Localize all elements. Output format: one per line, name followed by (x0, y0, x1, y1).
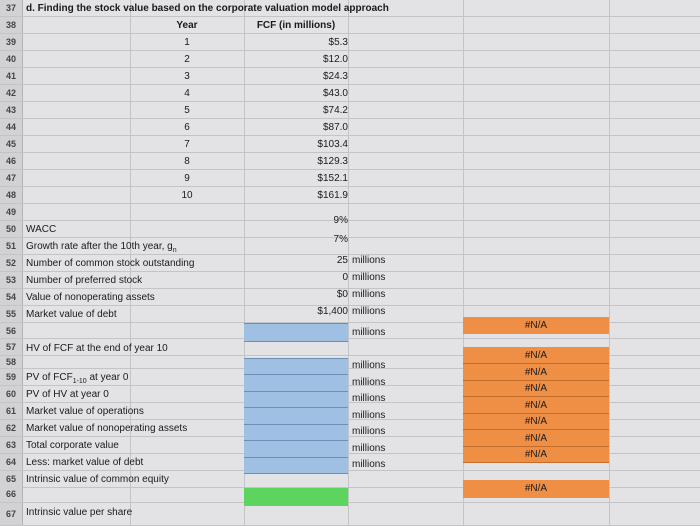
year-cell[interactable]: 4 (184, 88, 190, 99)
table-row[interactable] (0, 34, 700, 51)
calc-result: #N/A (524, 449, 548, 460)
input-label (26, 224, 56, 235)
row-number[interactable]: 42 (0, 85, 23, 101)
fcf-cell[interactable]: $24.3 (322, 71, 348, 82)
row-49[interactable] (0, 204, 700, 221)
input-cell-border (244, 407, 348, 408)
calc-result: #N/A (524, 432, 548, 444)
input-unit: millions (352, 272, 386, 283)
calc-label (26, 406, 144, 417)
row-number[interactable]: 61 (0, 403, 23, 419)
fcf-cell[interactable]: $129.3 (317, 156, 348, 167)
fcf-cell[interactable]: $12.0 (322, 54, 348, 65)
result-cell-border (463, 363, 609, 364)
year-cell[interactable]: 10 (181, 190, 193, 201)
section-title: d. Finding the stock value based on the corporate valuation model approach (26, 3, 389, 14)
row-number[interactable]: 53 (0, 272, 23, 288)
input-label-text: Number of common stock outstanding (26, 258, 195, 269)
fcf-cell[interactable]: $161.9 (317, 190, 348, 201)
row-number[interactable]: 55 (0, 306, 23, 322)
table-row[interactable] (0, 51, 700, 68)
calc-result: #N/A (524, 350, 548, 361)
table-row[interactable] (0, 68, 700, 85)
row-number[interactable]: 58 (0, 356, 23, 368)
fcf-cell[interactable]: $74.2 (322, 105, 348, 116)
calc-label-text: Market value of nonoperating assets (26, 423, 188, 434)
calc-result: #N/A (524, 366, 548, 378)
input-value-cell[interactable]: 0 (342, 272, 348, 283)
calc-label (26, 440, 119, 451)
year-cell[interactable]: 7 (184, 139, 190, 150)
calc-unit: millions (352, 442, 386, 454)
input-label (26, 241, 177, 254)
table-row[interactable] (0, 153, 700, 170)
input-value-cell[interactable]: 25 (336, 255, 348, 266)
row-67[interactable] (0, 503, 700, 526)
row-number[interactable]: 50 (0, 221, 23, 237)
row-number[interactable]: 56 (0, 323, 23, 338)
table-row[interactable] (0, 119, 700, 136)
result-cell-border (463, 413, 609, 414)
year-cell[interactable]: 3 (184, 71, 190, 82)
input-value-cell[interactable]: 9% (333, 215, 348, 226)
calc-result: #N/A (524, 399, 548, 411)
row-number[interactable]: 46 (0, 153, 23, 169)
hv-unit: millions (352, 327, 386, 338)
year-cell[interactable]: 6 (184, 122, 190, 133)
input-cell-border (244, 374, 348, 375)
row-number[interactable]: 67 (0, 503, 23, 525)
fcf-header[interactable]: FCF (in millions) (256, 20, 336, 31)
row-number[interactable]: 65 (0, 471, 23, 487)
row-number[interactable]: 64 (0, 454, 23, 470)
intrinsic-value-label: Intrinsic value per share (26, 507, 133, 518)
calc-result: #N/A (524, 416, 548, 427)
fcf-cell[interactable]: $5.3 (328, 37, 348, 48)
row-number[interactable]: 60 (0, 386, 23, 402)
intrinsic-value-input-cell[interactable] (244, 488, 348, 506)
calc-label (26, 389, 109, 400)
result-cell-border (463, 380, 609, 381)
calc-label-text: Market value of operations (26, 406, 144, 417)
input-row[interactable] (0, 234, 700, 255)
year-cell[interactable]: 2 (184, 54, 190, 65)
input-cell-border (244, 391, 348, 392)
calc-label (26, 457, 143, 468)
input-label (26, 292, 155, 303)
input-row[interactable] (0, 215, 700, 238)
row-number[interactable]: 40 (0, 51, 23, 67)
year-cell[interactable]: 1 (184, 37, 190, 48)
calc-label-text: Less: market value of debt (26, 457, 144, 468)
row-number[interactable]: 44 (0, 119, 23, 135)
row-number[interactable]: 62 (0, 420, 23, 436)
row-number[interactable]: 48 (0, 187, 23, 203)
calc-unit: millions (352, 409, 386, 421)
hv-result: #N/A (524, 320, 548, 331)
year-cell[interactable]: 8 (184, 156, 190, 167)
row-number[interactable]: 51 (0, 238, 23, 254)
calc-result: #N/A (524, 383, 548, 394)
input-label (26, 309, 117, 320)
input-value-cell[interactable]: 7% (333, 234, 348, 245)
fcf-cell[interactable]: $103.4 (317, 139, 348, 150)
calc-label (26, 372, 128, 385)
calc-label-text: PV of FCF (26, 372, 73, 383)
table-row[interactable] (0, 102, 700, 119)
intrinsic-value-result: #N/A (524, 483, 548, 494)
row-number[interactable]: 47 (0, 170, 23, 186)
result-cell-border (463, 429, 609, 430)
calc-label-text: Intrinsic value of common equity (26, 474, 169, 485)
year-header[interactable]: Year (176, 20, 198, 31)
table-row[interactable] (0, 85, 700, 102)
row-number[interactable]: 57 (0, 339, 23, 355)
input-row[interactable] (0, 272, 700, 289)
table-row[interactable] (0, 136, 700, 153)
calc-unit: millions (352, 459, 386, 470)
calc-unit: millions (352, 426, 386, 437)
table-row[interactable] (0, 187, 700, 204)
row-37[interactable] (0, 0, 700, 17)
result-cell-border (463, 396, 609, 397)
row-number[interactable]: 45 (0, 136, 23, 152)
row-number[interactable]: 59 (0, 369, 23, 385)
row-number[interactable]: 52 (0, 255, 23, 271)
calc-label-text: Total corporate value (26, 440, 119, 451)
input-label-text: Growth rate after the 10th year, g (26, 241, 173, 252)
row-number[interactable]: 37 (0, 0, 23, 16)
input-value-cell[interactable]: $0 (336, 289, 348, 300)
input-label-text: Market value of debt (26, 309, 117, 320)
hv-label: HV of FCF at the end of year 10 (26, 343, 168, 354)
row-number[interactable]: 41 (0, 68, 23, 84)
fcf-cell[interactable]: $87.0 (322, 122, 348, 133)
input-cell-border (244, 424, 348, 425)
row-number[interactable]: 43 (0, 102, 23, 118)
input-cell-border (244, 473, 348, 474)
year-cell[interactable]: 5 (184, 105, 190, 116)
input-label-text: WACC (26, 224, 57, 235)
calc-label-text: at year 0 (86, 372, 129, 383)
input-row[interactable] (0, 255, 700, 272)
table-row[interactable] (0, 170, 700, 187)
calc-unit: millions (352, 393, 386, 404)
result-cell-border (463, 446, 609, 447)
hv-input-cell[interactable] (244, 323, 348, 342)
input-unit: millions (352, 255, 386, 266)
input-row[interactable] (0, 289, 700, 306)
fcf-cell[interactable]: $152.1 (317, 173, 348, 184)
input-label (26, 258, 194, 269)
fcf-cell[interactable]: $43.0 (322, 88, 348, 99)
result-cell-border (463, 462, 609, 463)
row-number[interactable]: 39 (0, 34, 23, 50)
input-label-text: Number of preferred stock (26, 275, 143, 286)
row-38[interactable] (0, 17, 700, 34)
calc-label (26, 474, 169, 485)
row-number[interactable]: 38 (0, 17, 23, 33)
calc-label-sub: 1-10 (72, 378, 87, 385)
calc-label-text: PV of HV at year 0 (26, 389, 109, 400)
row-number[interactable]: 63 (0, 437, 23, 453)
input-value-cell[interactable]: $1,400 (317, 306, 348, 317)
input-cell-border (244, 440, 348, 441)
input-label (26, 275, 142, 286)
input-unit: millions (352, 306, 386, 317)
calc-label (26, 423, 187, 434)
row-number[interactable]: 66 (0, 486, 23, 502)
row-number[interactable]: 49 (0, 204, 23, 220)
calc-unit: millions (352, 360, 386, 371)
calc-unit: millions (352, 376, 386, 388)
input-cell-border (244, 457, 348, 458)
input-unit: millions (352, 289, 386, 300)
year-cell[interactable]: 9 (184, 173, 190, 184)
input-label-sub: n (172, 247, 177, 254)
row-number[interactable]: 54 (0, 289, 23, 305)
input-label-text: Value of nonoperating assets (26, 292, 155, 303)
